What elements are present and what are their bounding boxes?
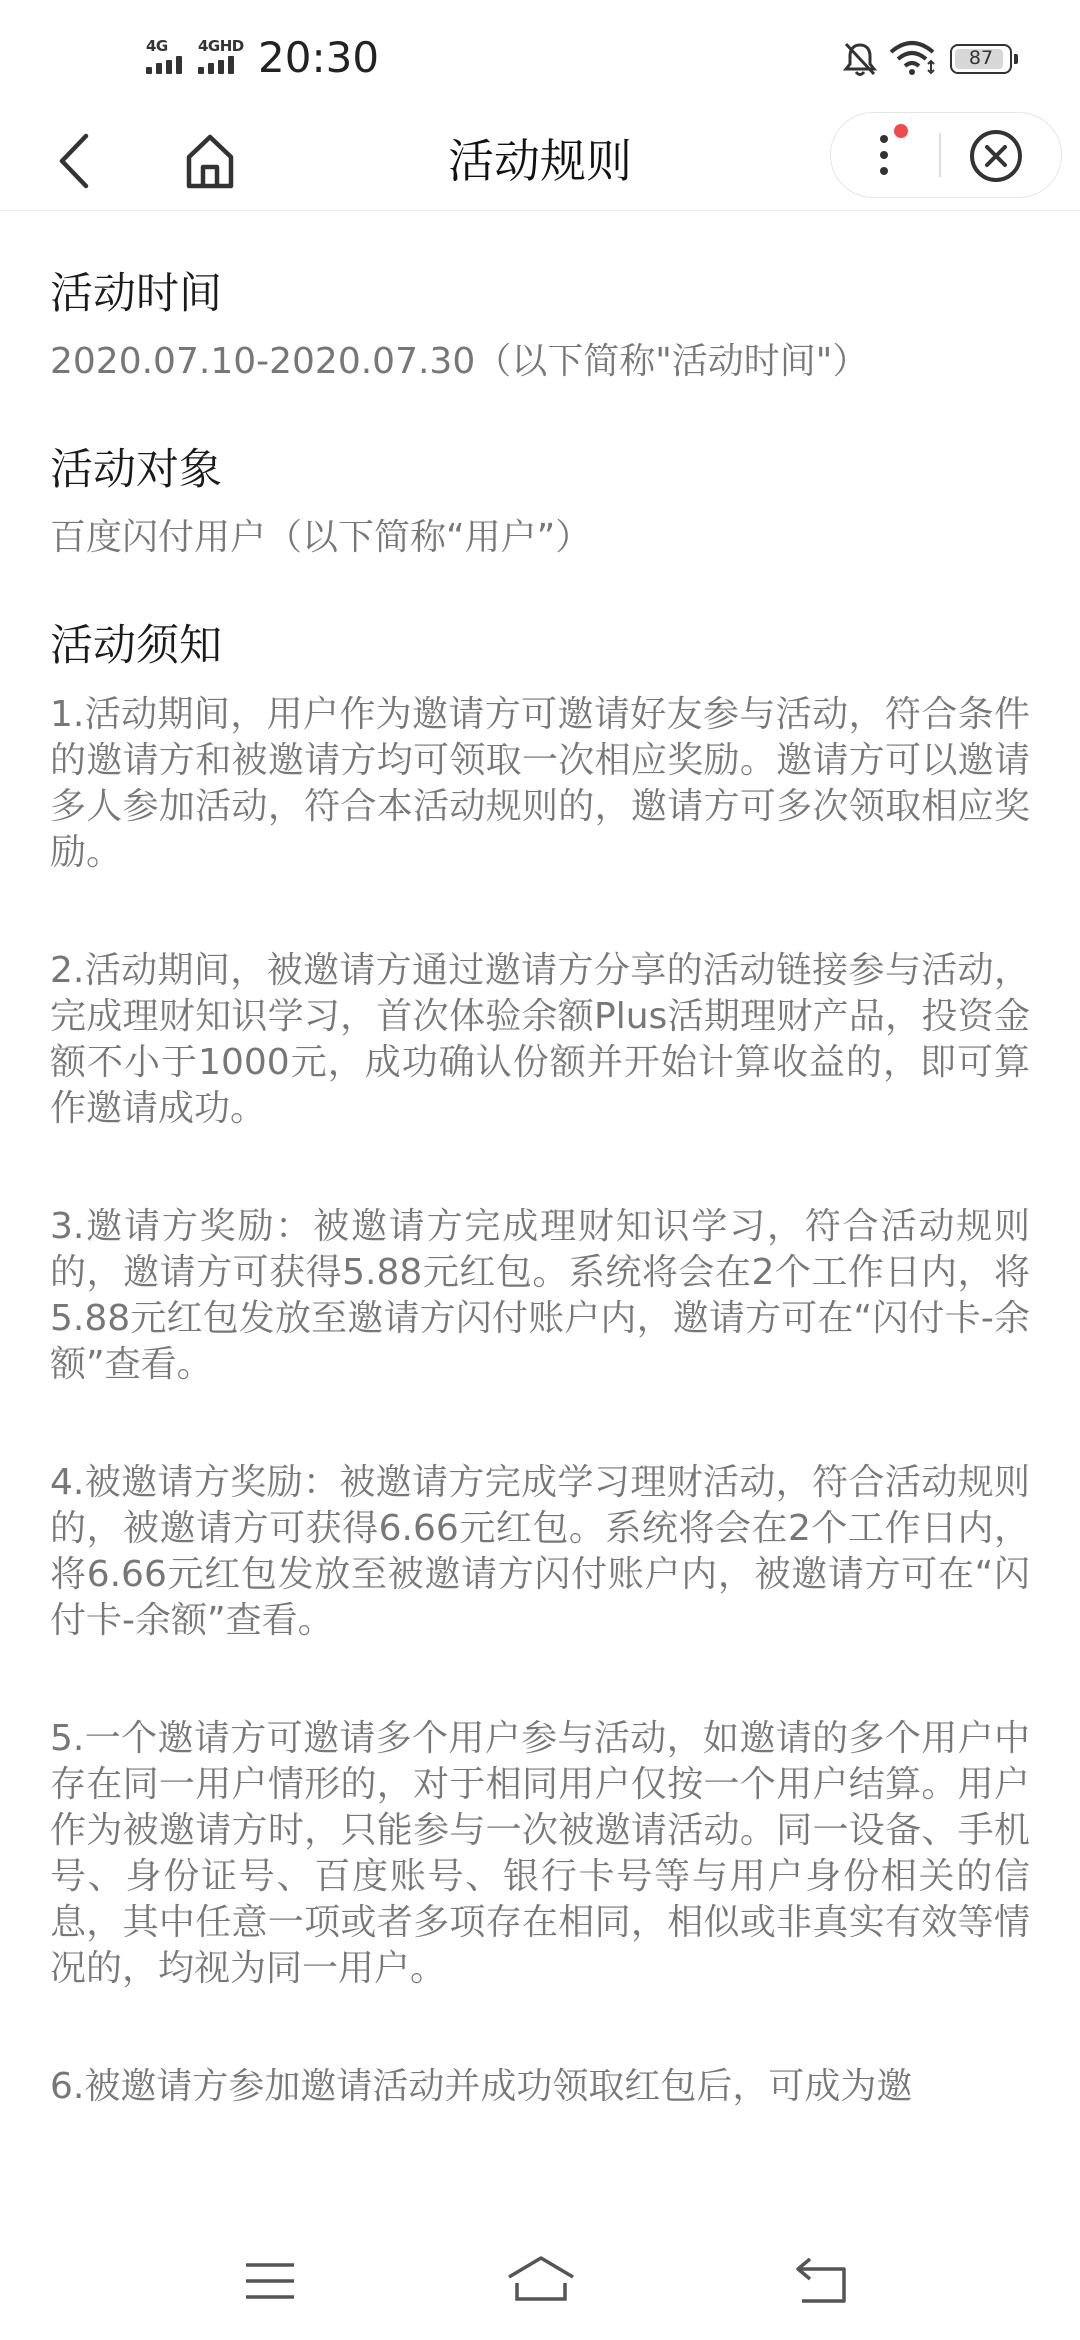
rule-item: 2.活动期间，被邀请方通过邀请方分享的活动链接参与活动，完成理财知识学习，首次体验余额Plus活期理财产品，投资金额不小于1000元，成功确认份额并开始计算收益的，即可算作邀请成功。 — [50, 950, 1030, 1129]
close-icon[interactable] — [967, 127, 1025, 185]
menu-icon[interactable] — [244, 2259, 296, 2303]
mute-icon — [842, 40, 878, 78]
battery-icon — [950, 44, 1012, 74]
signal-1-label: 4G — [146, 37, 168, 55]
back-icon[interactable] — [50, 122, 102, 200]
section-activity-notice — [50, 616, 1030, 2110]
section-activity-time — [50, 210, 1030, 388]
wifi-icon — [888, 40, 936, 76]
signal-bars-icon — [198, 56, 250, 74]
notification-badge — [894, 124, 908, 138]
rule-item: 6.被邀请方参加邀请活动并成功领取红包后，可成为邀 — [50, 2066, 913, 2107]
section-title: 活动须知 — [50, 621, 222, 671]
section-text: 2020.07.10-2020.07.30（以下简称"活动时间"） — [50, 341, 869, 382]
system-nav-bar — [0, 2225, 1080, 2340]
more-icon[interactable] — [864, 123, 914, 187]
status-time: 20:30 — [258, 33, 380, 82]
rule-item: 5.一个邀请方可邀请多个用户参与活动，如邀请的多个用户中存在同一用户情形的，对于相同用户仅按一个用户结算。用户作为被邀请方时，只能参与一次被邀请活动。同一设备、手机号、身份证号、百度账号、银行卡号等与用户身份相关的信息，其中任意一项或者多项存在相同，相似或非真实有效等情况的，均视为同一用户。 — [50, 1718, 1030, 1989]
home-icon[interactable] — [506, 2255, 576, 2303]
rule-item: 4.被邀请方奖励：被邀请方完成学习理财活动，符合活动规则的，被邀请方可获得6.66元红包。系统将会在2个工作日内，将6.66元红包发放至被邀请方闪付账户内，被邀请方可在“闪付卡-余额”查看。 — [50, 1462, 1030, 1641]
section-title: 活动对象 — [50, 445, 222, 495]
home-icon[interactable] — [184, 124, 236, 198]
signal-2-label: 4GHD — [198, 37, 244, 55]
status-bar — [0, 0, 1080, 112]
battery-level: 87 — [968, 47, 994, 69]
section-text: 百度闪付用户（以下简称“用户”） — [50, 517, 592, 558]
rule-item: 1.活动期间，用户作为邀请方可邀请好友参与活动，符合条件的邀请方和被邀请方均可领取一次相应奖励。邀请方可以邀请多人参加活动，符合本活动规则的，邀请方可多次领取相应奖励。 — [50, 694, 1030, 873]
signal-bars-icon — [146, 56, 198, 74]
capsule-divider — [939, 133, 941, 177]
rules-content — [50, 210, 1030, 2110]
rule-item: 3.邀请方奖励：被邀请方完成理财知识学习，符合活动规则的，邀请方可获得5.88元红包。系统将会在2个工作日内，将5.88元红包发放至邀请方闪付账户内，邀请方可在“闪付卡-余额”查看。 — [50, 1206, 1030, 1385]
page-title: 活动规则 — [448, 134, 632, 188]
section-title: 活动时间 — [50, 269, 222, 319]
mini-program-capsule — [830, 112, 1062, 198]
back-icon[interactable] — [794, 2255, 850, 2305]
section-activity-target — [50, 440, 1030, 564]
